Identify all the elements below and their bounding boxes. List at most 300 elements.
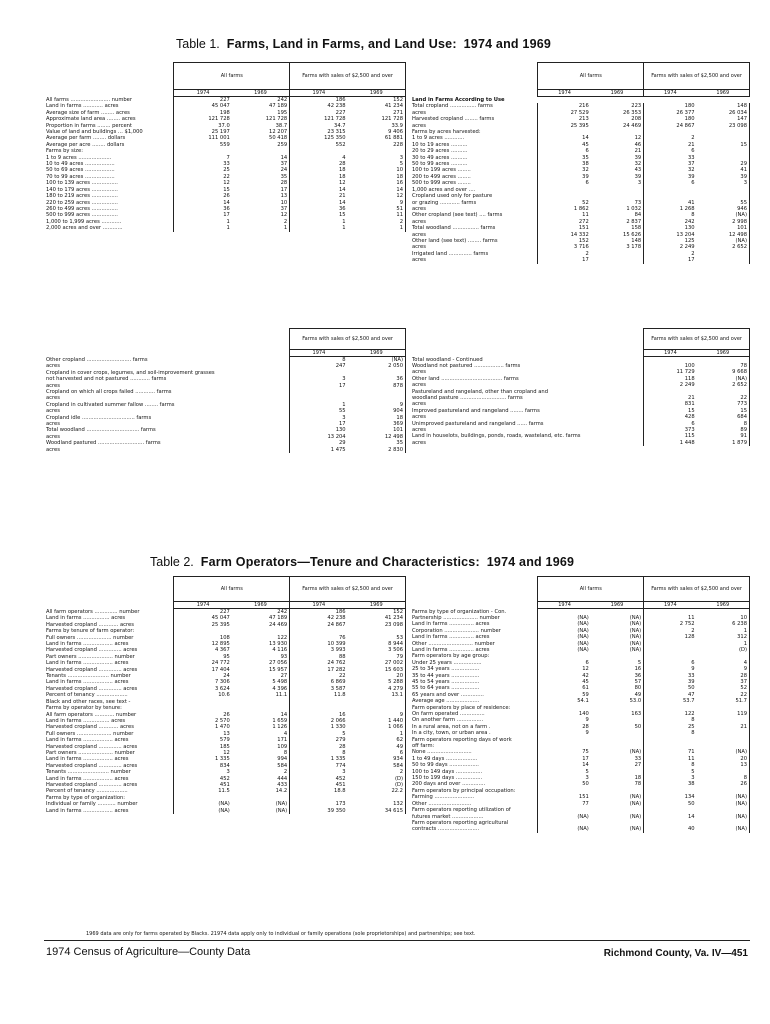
table2-left-cell: 3 506: [348, 647, 406, 653]
table2-right-cell: 75: [538, 749, 591, 755]
table2-left-cell: 12: [174, 750, 232, 756]
table1-lower-right-cell: 373: [644, 427, 697, 433]
table2-left-row-label: Tenants ......................... number: [46, 769, 131, 776]
table2-left-cell: 452: [335, 775, 346, 782]
table2-right-row-label: Farm operators reporting agricultural: [412, 819, 509, 826]
table1-lower-right-cell: 89: [697, 427, 750, 433]
table1-left-cell: 28: [232, 180, 290, 186]
table2-left-cell: 11.1: [232, 692, 290, 698]
table1-right-row-label: 1,000 acres and over ....: [412, 186, 476, 193]
table2-right-cell: (NA): [591, 647, 644, 653]
table1-left-cell: 12: [338, 180, 346, 187]
table1-lower-left-row-label: Other cropland ........................... farms: [46, 356, 148, 363]
table2-right-row-label: 45 to 54 years .................: [412, 678, 480, 685]
table2-left-block: [44, 576, 406, 814]
table1-left-cell: 186: [335, 97, 346, 103]
table1-right-row-label: acres: [412, 257, 426, 264]
table1-left-cell: 1: [348, 225, 406, 231]
table2-left-cell: 173: [335, 801, 346, 808]
table2-left-year-1974-b: 1974: [290, 602, 348, 609]
table1-right-row-label: Total cropland ................ farms: [412, 103, 493, 110]
table1-lower-left-cell: 2 830: [348, 447, 406, 453]
table2-right-row-label: On farm operated ...............: [412, 711, 485, 717]
table2-left-row-label: Percent of tenancy ...................: [46, 788, 128, 795]
table2-left-cell: 7 306: [174, 679, 232, 685]
table1-right-row-label: or grazing ............ farms: [412, 199, 477, 206]
table1-lower-left-cell: 55: [290, 408, 348, 414]
table2-left-row-label: Harvested cropland .............. acres: [46, 666, 138, 673]
table1-left-cell: 152: [348, 97, 406, 104]
table2-left-cell: 25 395: [174, 622, 232, 628]
table1-lower-left-cell: 904: [348, 408, 406, 414]
table1-left-cell: 37.0: [174, 123, 232, 129]
table1-right-row-label: acres: [412, 109, 426, 116]
table1-left-cell: 45 047: [174, 103, 232, 109]
table2-right-year-1974-a: 1974: [538, 602, 591, 609]
table1-right-cell: 130: [684, 225, 695, 232]
table2-left-cell: 6: [348, 750, 406, 756]
table2-left-cell: 15 603: [348, 667, 406, 673]
table2-right-cell: 16: [591, 666, 644, 672]
table1-left-cell: 14: [348, 187, 406, 193]
table1-right-cell: 14: [538, 135, 591, 141]
table2-right-cell: 1: [697, 628, 750, 634]
table1-lower-left-year-1969: 1969: [348, 350, 406, 357]
table2-right-cell: 38: [687, 781, 695, 788]
table2-left-cell: 5 288: [348, 679, 406, 685]
table1-right-cell: 39: [591, 155, 644, 161]
table1-lower-right-row-label: Improved pastureland and rangeland ........ farms: [412, 407, 540, 414]
table2-left-cell: 79: [348, 654, 406, 660]
table1-left-row-label: 180 to 219 acres ................: [46, 193, 118, 200]
table2-left-row-label: Farms by operator by tenure:: [46, 705, 122, 712]
table2-right-row-label: off farm:: [412, 743, 435, 750]
table2-right-cell: 151: [538, 794, 591, 800]
table1-left-cell: 9: [348, 200, 406, 206]
table1-left-cell: 17: [174, 212, 232, 218]
table2-right-cell: 28: [538, 724, 591, 730]
table2-right-cell: 8: [691, 762, 695, 769]
table1-right-cell: 24 469: [591, 123, 644, 129]
table1-left-cell: 61 881: [348, 135, 406, 141]
table2-left-cell: 5: [342, 730, 346, 737]
table1-right-cell: 12: [591, 135, 644, 141]
table1-lower-left-cell: 13 204: [290, 434, 348, 440]
table2-left-row-label: Harvested cropland .............. acres: [46, 647, 138, 654]
table2-left-row-label: Land in farms .................. acres: [46, 641, 129, 648]
table2-footnote: 1969 data are only for farms operated by Blacks. 21974 data apply only to individual or family operations (sole proprietorships) and partnerships; see text.: [86, 931, 476, 937]
table2-left-cell: 5 498: [232, 679, 290, 685]
table2-right-row-label: Other ........................... number: [412, 640, 495, 647]
table1-right-row-label: 50 to 99 acres ..........: [412, 161, 468, 168]
table2-right-row-label: Under 25 years .................: [412, 659, 482, 666]
table2-right-cell: 53.0: [591, 698, 644, 704]
table1-left-cell: 38.7: [232, 123, 290, 129]
table1-left-year-1974-a: 1974: [174, 90, 232, 97]
table2-right-cell: 53.7: [683, 698, 695, 705]
table1-right-cell: 39: [697, 174, 750, 180]
table2-right-row-label: 50 to 99 days ..................: [412, 762, 479, 769]
table1-title-years: 1974 and 1969: [463, 37, 552, 51]
table1-right-row-label: Harvested cropland ........ farms: [412, 116, 495, 123]
table1-right-cell: 17: [687, 257, 695, 264]
table1-left-cell: 195: [232, 110, 290, 116]
table1-left-cell: 1: [174, 225, 232, 231]
table1-left-block: [44, 62, 406, 232]
table1-left-cell: 5: [348, 161, 406, 167]
table1-left-cell: 37: [232, 161, 290, 167]
table1-left-cell: 111 001: [174, 135, 232, 141]
table1-lower-right-cell: 115: [644, 433, 697, 439]
table1-right-cell: 41: [697, 167, 750, 173]
table2-right-cell: 9: [697, 666, 750, 672]
table2-left-row-label: Land in farms .................. acres: [46, 679, 129, 686]
table2-right-cell: 6 238: [697, 621, 750, 627]
table1-lower-left-cell: 3: [290, 415, 348, 421]
table2-right-body: [410, 609, 750, 833]
table2-right-cell: 10: [697, 615, 750, 621]
table1-right-year-1974-a: 1974: [538, 90, 591, 97]
table2-left-cell: 934: [348, 756, 406, 762]
table2-left-cell: 41 234: [348, 615, 406, 621]
table1-right-cell: 23 098: [697, 123, 750, 129]
table2-left-cell: 95: [174, 654, 232, 660]
table1-left-cell: 12 207: [232, 129, 290, 135]
table1-left-cell: 271: [348, 110, 406, 116]
table2-right-cell: 119: [697, 711, 750, 717]
table1-lower-right-cell: 2 652: [697, 382, 750, 388]
table1-left-cell: 25 197: [174, 129, 232, 135]
table2-left-row-label: Land in farms .................. acres: [46, 660, 129, 667]
table1-left-cell: 1: [342, 225, 346, 232]
table2-right-cell: 42: [538, 673, 591, 679]
table2-right-cell: 5: [591, 660, 644, 666]
table1-right-cell: 52: [538, 200, 591, 206]
table2-right-cell: (NA): [538, 641, 591, 647]
table2-left-cell: 2: [232, 769, 290, 775]
table2-right-row-label: 25 to 34 years .................: [412, 666, 480, 673]
table2-left-cell: 34 615: [348, 808, 406, 814]
table2-right-cell: 6: [691, 659, 695, 666]
table1-left-cell: 4: [342, 154, 346, 161]
table1-right-cell: 41: [687, 199, 695, 206]
table1-lower-left-year-1974: 1974: [290, 350, 348, 357]
table1-right-cell: 6: [538, 148, 591, 154]
table2-right-cell: 50: [538, 781, 591, 787]
table2-right-row-label: 150 to 199 days ................: [412, 775, 483, 782]
table1-lower-right-cell: 831: [644, 401, 697, 407]
table1-right-row-label: Irrigated land .............. farms: [412, 250, 489, 257]
table2-left-cell: 39 350: [327, 807, 346, 814]
table2-left-cell: 1 126: [232, 724, 290, 730]
table1-left-row-label: 220 to 259 acres ................: [46, 199, 118, 206]
table2-left-row-label: Farms by type of organization:: [46, 794, 126, 801]
table1-lower-right-cell: 21: [644, 395, 697, 401]
table2-title: [150, 555, 574, 569]
table2-left-cell: 8 944: [348, 641, 406, 647]
table1-lower-left-cell: 29: [290, 440, 348, 446]
table2-left-cell: 584: [348, 763, 406, 769]
table2-left-year-1969-a: 1969: [232, 602, 290, 609]
table2-right-row-label: Land in farms ............... acres: [412, 621, 490, 628]
table2-left-cell: 28: [338, 743, 346, 750]
table1-left-cell: 14: [338, 199, 346, 206]
table1-right-row-label: acres: [412, 244, 426, 251]
table2-right-row-label: Other ..........................: [412, 800, 472, 807]
table2-left-cell: 4 367: [174, 647, 232, 653]
table1-right-section-title: Land in Farms According to Use: [412, 97, 505, 103]
table1-right-row-label: Cropland used only for pasture: [412, 193, 493, 200]
table2-right-cell: 37: [697, 679, 750, 685]
table2-right-cell: 33: [591, 756, 644, 762]
table2-right-row-label: Farm operators reporting utilization of: [412, 807, 511, 814]
table2-left-cell: 4 279: [348, 686, 406, 692]
table2-left-cell: 579: [174, 737, 232, 743]
table1-right-cell: 8: [691, 212, 695, 219]
table1-left-cell: 228: [348, 142, 406, 148]
table2-left-cell: 279: [335, 737, 346, 744]
table2-right-cell: 312: [697, 634, 750, 640]
table1-right-cell: 21: [687, 141, 695, 148]
table2-right-cell: 52: [697, 685, 750, 691]
table1-left-cell: 1: [232, 225, 290, 231]
table2-left-cell: 2 066: [330, 717, 346, 724]
table2-left-body: [44, 609, 406, 815]
table2-left-row-label: All farm operators ............ number: [46, 711, 137, 718]
table2-left-row: [44, 609, 406, 616]
table1-lower-left-row-label: acres: [46, 446, 60, 453]
table2-right-row-label: 35 to 44 years .................: [412, 672, 480, 679]
table2-right-cell: 27: [591, 762, 644, 768]
table1-right-cell: 24 867: [676, 122, 695, 129]
table1-right-cell: 32: [591, 161, 644, 167]
table1-left-cell: 18: [348, 174, 406, 180]
table2-left-cell: 584: [232, 763, 290, 769]
table1-right-cell: 73: [591, 200, 644, 206]
table1-right-cell: 2: [691, 250, 695, 257]
table1-lower-left-body: [44, 357, 406, 454]
table2-right-cell: (NA): [538, 826, 591, 832]
table2-left-col-all-farms: All farms: [174, 577, 290, 602]
table2-left-row-label: Black and other races, see text -: [46, 698, 131, 705]
table2-left-cell: 994: [232, 756, 290, 762]
table2-left-cell: 13.1: [348, 692, 406, 698]
table1-lower-right-body: [410, 357, 750, 447]
table1-right-row-label: 1 to 9 acres ............: [412, 135, 465, 142]
table2-left-cell: 3 993: [330, 647, 346, 654]
table1-lower-right-row-label: woodland pasture ............................ farms: [412, 394, 523, 401]
footer-publication: 1974 Census of Agriculture—County Data: [46, 946, 251, 958]
table1-left-cell: 259: [232, 142, 290, 148]
table2-right-row-label: 100 to 149 days ................: [412, 768, 483, 775]
table1-left-cell: 35: [232, 174, 290, 180]
table1-right-cell: 38: [538, 161, 591, 167]
table1-lower-right-row-label: Other land ..................................... farms: [412, 375, 519, 382]
table1-right-cell: 1 862: [538, 206, 591, 212]
table1-lower-right-year-1969: 1969: [697, 350, 750, 357]
table2-left-row-label: Land in farms ................ acres: [46, 717, 126, 724]
table1-left-cell: 51: [348, 206, 406, 212]
table1-right-cell: 272: [538, 219, 591, 225]
table1-lower-left-row-label: Cropland in cultivated summer fallow ........ farms: [46, 401, 175, 408]
table1-right-cell: [697, 257, 750, 263]
table2-left-cell: 4 116: [232, 647, 290, 653]
table1-right-cell: 55: [697, 200, 750, 206]
table2-right-cell: (NA): [538, 628, 591, 634]
table2-right-year-1969-b: 1969: [697, 602, 750, 609]
table1-right-body: [410, 103, 750, 263]
table2-right-cell: 13: [697, 762, 750, 768]
table2-left-row-label: Land in farms .................. acres: [46, 737, 129, 744]
table1-left-cell: 121 728: [348, 116, 406, 122]
table2-right-cell: (NA): [538, 647, 591, 653]
table1-left-row-label: 1,000 to 1,999 acres ............: [46, 218, 122, 225]
table2-left-cell: 122: [232, 635, 290, 641]
table2-left-cell: 3 624: [174, 686, 232, 692]
table1-left-row-label: Proportion in farms ........ percent: [46, 122, 132, 129]
table1-lower-right-row-label: acres: [412, 414, 426, 421]
table2-left-cell: 8: [342, 749, 346, 756]
table2-left-year-1974-a: 1974: [174, 602, 232, 609]
table2-right-row-label: Corporation ..................... number: [412, 627, 501, 634]
table2-right-row-label: Farm operators by principal occupation:: [412, 787, 516, 794]
table1-lower-left-cell: 17: [290, 383, 348, 389]
table2-right-cell: 78: [591, 781, 644, 787]
table2-left-cell: 108: [174, 635, 232, 641]
table2-left-cell: 8: [232, 750, 290, 756]
table2-right-cell: 77: [538, 801, 591, 807]
table2-right-row-label: Average age ....................: [412, 698, 480, 705]
table2-right-cell: 134: [684, 794, 695, 801]
table2-left-cell: 17 404: [174, 667, 232, 673]
table1-right-cell: 2 998: [697, 219, 750, 225]
table1-lower-right-cell: 2 249: [644, 382, 697, 388]
table2-left-cell: 88: [338, 653, 346, 660]
table1-left-cell: 10: [232, 200, 290, 206]
table2-right-cell: 49: [591, 692, 644, 698]
table2-left-cell: 45 047: [174, 615, 232, 621]
table1-left-row-label: Land in farms ............ acres: [46, 103, 119, 110]
table1-left-cell: 24: [232, 167, 290, 173]
table2-right-cell: 9: [538, 717, 591, 723]
table2-right-row-label: Farm operators by place of residence:: [412, 704, 511, 711]
table1-right-cell: 84: [591, 212, 644, 218]
table2-right-cell: (NA): [697, 794, 750, 800]
table1-right-cell: 33: [687, 154, 695, 161]
table1-right-row: [410, 257, 750, 263]
table2-left-row-label: Farms by tenure of farm operator:: [46, 628, 135, 635]
table1-lower-left-cell: 12 498: [348, 434, 406, 440]
table2-left-cell: 22: [338, 673, 346, 680]
table1-left-cell: 18: [338, 173, 346, 180]
table1-lower-left-cell: 8: [290, 357, 348, 364]
table1-right-cell: 152: [538, 238, 591, 244]
table1-right-row-label: acres: [412, 205, 426, 212]
table1-right-cell: 3: [697, 180, 750, 186]
table1-left-cell: 12: [232, 212, 290, 218]
table2-left-cell: 27 056: [232, 660, 290, 666]
table2-right-cell: 50: [591, 724, 644, 730]
table1-left-cell: 12: [348, 193, 406, 199]
table1-left-cell: 121 728: [324, 116, 346, 123]
table1-lower-right-row-label: acres: [412, 439, 426, 446]
table2-right-cell: (NA): [697, 826, 750, 832]
table1-lower-right-row-label: Land in houselots, buildings, ponds, roads, wasteland, etc. farms: [412, 433, 581, 440]
table1-right-row-label: Other cropland (see text) .... farms: [412, 212, 503, 219]
table1-lower-left-cell: 18: [348, 415, 406, 421]
table1-left-row-label: 140 to 179 acres ................: [46, 186, 118, 193]
table2-right-cell: 40: [687, 826, 695, 833]
table1-left-cell: 14: [338, 186, 346, 193]
table2-right-cell: 3: [691, 775, 695, 782]
table2-left-row-label: Harvested cropland .............. acres: [46, 685, 138, 692]
table1-lower-right-row-label: Total woodland - Continued: [412, 356, 483, 363]
table1-lower-right-cell: 8: [697, 421, 750, 427]
table2-right-cell: 28: [697, 673, 750, 679]
table1-right-row-label: Total woodland ................ farms: [412, 225, 496, 232]
table2-left-cell: (NA): [174, 801, 232, 807]
table2-left-cell: (NA): [174, 808, 232, 814]
table1-lower-right-row-label: Unimproved pastureland and rangeland ...... farms: [412, 420, 544, 427]
table2-left-cell: 24 867: [327, 621, 346, 628]
table1-stub-header: [44, 63, 174, 90]
table2-left-cell: 774: [335, 762, 346, 769]
table2-right-cell: 54.1: [538, 698, 591, 704]
table2-left-row-label: Harvested cropland .............. acres: [46, 781, 138, 788]
table1-left-year-1974-b: 1974: [290, 90, 348, 97]
table1-right-cell: 2 652: [697, 244, 750, 250]
table1-left-cell: 2: [232, 219, 290, 225]
table1-left-row-label: Average per farm ........ dollars: [46, 135, 126, 142]
table1-lower-right-row-label: acres: [412, 369, 426, 376]
table2-left-cell: 24 469: [232, 622, 290, 628]
table2-right-row: [410, 826, 750, 832]
footer-county-page: Richmond County, Va. IV—451: [603, 948, 748, 959]
table1-right-cell: 11: [538, 212, 591, 218]
table1-right-cell: (NA): [697, 238, 750, 244]
table2-left-cell: 47 189: [232, 615, 290, 621]
table1-lower-right-cell: 118: [644, 376, 697, 382]
table2-left-cell: 227: [174, 609, 232, 616]
table1-left-cell: 18: [338, 167, 346, 174]
table2-left-cell: 2 570: [174, 718, 232, 724]
table2-right-cell: (NA): [697, 801, 750, 807]
table2-left-row-label: Harvested cropland .............. acres: [46, 743, 138, 750]
table1-right-cell: 3 178: [591, 244, 644, 250]
table2-right-row-label: Farm operators reporting days of work: [412, 736, 512, 743]
table2-left-cell: 3: [174, 769, 232, 775]
table1-left-cell: 37: [232, 206, 290, 212]
table1-right-cell: 46: [591, 142, 644, 148]
table1-lower-left-cell: 36: [348, 376, 406, 382]
table1-right-row-label: 20 to 29 acres ..........: [412, 148, 468, 155]
table1-left-row-label: 260 to 499 acres ................: [46, 205, 118, 212]
table1-lower-left-cell: 17: [290, 421, 348, 427]
table2-right-cell: 59: [538, 692, 591, 698]
table1-right-cell: 180: [684, 116, 695, 123]
table1-left-col-all-farms: All farms: [174, 63, 290, 90]
table2-left-year-1969-b: 1969: [348, 602, 406, 609]
table1-right-cell: 43: [591, 167, 644, 173]
table2-right-cell: 57: [591, 679, 644, 685]
table2-right-row-label: Land in farms ............... acres: [412, 634, 490, 641]
table2-left-col-sales: Farms with sales of $2,500 and over: [290, 577, 406, 602]
table2-right-cell: 9: [538, 730, 591, 736]
table1-right-row-label: Other land (see text) ........ farms: [412, 237, 498, 244]
table1-lower-right-cell: (NA): [697, 376, 750, 382]
table1-lower-right-row-label: acres: [412, 426, 426, 433]
table1-right-cell: 45: [538, 142, 591, 148]
